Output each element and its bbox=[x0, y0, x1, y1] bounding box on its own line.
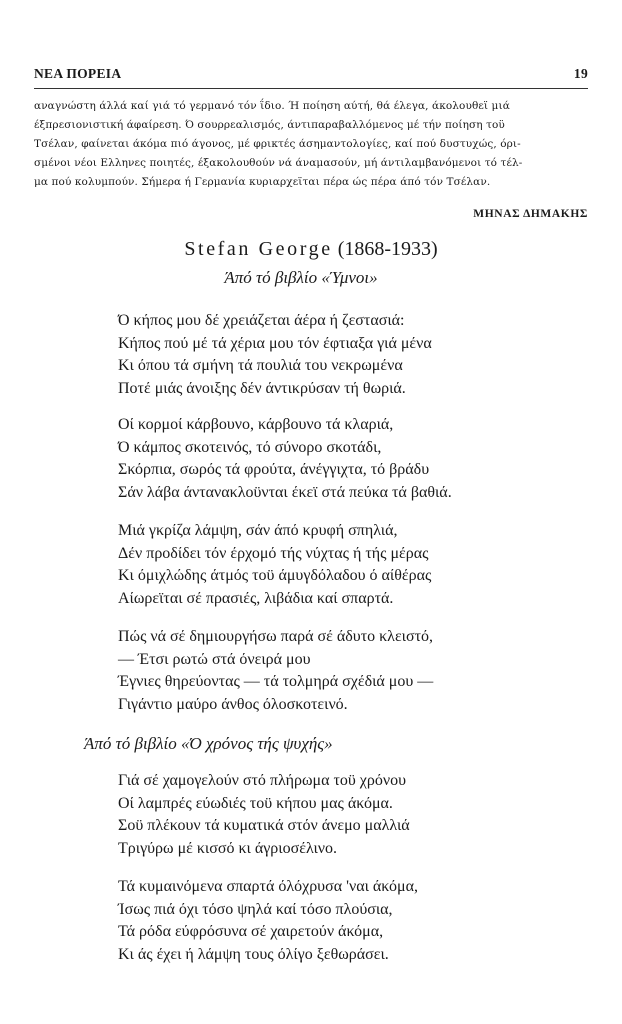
prose-line: μα πού κολυμπούν. Σήμερα ή Γερμανία κυριαρχεϊται πέρα ώς πέρα άπό τόν Τσέλαν. bbox=[34, 176, 491, 188]
verse-line: Ό κήπος μου δέ χρειάζεται άέρα ή ζεστασιά: bbox=[118, 312, 405, 329]
book-subtitle: Άπό τό βιβλίο «Ύμνοι» bbox=[224, 268, 378, 287]
verse-line: Σκόρπια, σωρός τά φρούτα, άνέγγιχτα, τό βράδυ bbox=[118, 461, 430, 478]
stanza-3 bbox=[118, 520, 518, 610]
author-signature: ΜΗΝΑΣ ΔΗΜΑΚΗΣ bbox=[473, 208, 588, 220]
verse-line: Αίωρεϊται σέ πρασιές, λιβάδια καί σπαρτά. bbox=[118, 589, 394, 607]
verse-line: Ό κάμπος σκοτεινός, τό σύνορο σκοτάδι, bbox=[118, 438, 382, 456]
verse-line: Σοϋ πλέκουν τά κυματικά στόν άνεμο μαλλιά bbox=[118, 817, 410, 834]
essay-conclusion bbox=[34, 97, 588, 192]
prose-line: Τσέλαν, φαίνεται άκόμα πιό άγονος, μέ φρικτές άσημαντολογίες, καί πού δυστυχώς, όρι- bbox=[34, 138, 521, 150]
poem-section-title bbox=[0, 238, 622, 261]
verse-line: Γιά σέ χαμογελούν στό πλήρωμα τοϋ χρόνου bbox=[118, 772, 407, 789]
page-number: 19 bbox=[573, 66, 588, 81]
prose-line: σμένοι νέοι Ελληνες ποιητές, έξακολουθούν νά άναμασούν, μή άντιλαμβανόμενοι τό τέλ- bbox=[34, 157, 523, 169]
verse-line: Οί λαμπρές εύωδιές τοϋ κήπου μας άκόμα. bbox=[118, 794, 393, 812]
verse-line: Ίσως πιά όχι τόσο ψηλά καί τόσο πλούσια, bbox=[118, 900, 393, 918]
poet-name: Stefan George bbox=[184, 238, 333, 260]
prose-line: αναγνώστη άλλά καί γιά τό γερμανό τόν ΐδιο. Ή ποίηση αύτή, θά έλεγα, άκολουθεϊ μιά bbox=[34, 100, 510, 112]
book-subtitle-2: Άπό τό βιβλίο «Ό χρόνος τής ψυχής» bbox=[84, 734, 333, 753]
verse-line: Ποτέ μιάς άνοιξης δέν άντικρύσαν τή θωριά. bbox=[118, 379, 406, 397]
verse-line: Έγνιες θηρεύοντας — τά τολμηρά σχέδιά μου — bbox=[118, 673, 434, 690]
journal-title: ΝΕΑ ΠΟΡΕΙΑ bbox=[34, 66, 122, 81]
prose-line: έξπρεσιονιστική άφαίρεση. Ό σουρρεαλισμός, άντιπαραβαλλόμενος μέ τήν ποίηση τοϋ bbox=[34, 119, 505, 131]
verse-line: Τριγύρω μέ κισσό κι άγριοσέλινο. bbox=[118, 839, 338, 857]
stanza-1 bbox=[118, 310, 518, 400]
verse-line: Γιγάντιο μαύρο άνθος όλοσκοτεινό. bbox=[118, 695, 348, 713]
verse-line: Μιά γκρίζα λάμψη, σάν άπό κρυφή σπηλιά, bbox=[118, 522, 398, 539]
verse-line: Κι άς έχει ή λάμψη τους όλίγο ξεθωράσει. bbox=[118, 945, 389, 963]
verse-line: Τά κυμαινόμενα σπαρτά όλόχρυσα 'ναι άκόμα, bbox=[118, 878, 418, 895]
header-rule bbox=[34, 88, 588, 89]
stanza-2 bbox=[118, 414, 518, 504]
verse-line: Οί κορμοί κάρβουνο, κάρβουνο τά κλαριά, bbox=[118, 416, 394, 433]
verse-line: Τά ρόδα εύφρόσυνα σέ χαιρετούν άκόμα, bbox=[118, 923, 384, 940]
verse-line: Κήπος πού μέ τά χέρια μου τόν έφτιαξα γιά μένα bbox=[118, 334, 432, 352]
stanza-6 bbox=[118, 876, 518, 966]
running-header bbox=[34, 66, 588, 82]
verse-line: — Έτσι ρωτώ στά όνειρά μου bbox=[118, 650, 311, 668]
verse-line: Πώς νά σέ δημιουργήσω παρά σέ άδυτο κλειστό, bbox=[118, 628, 434, 645]
verse-line: Δέν προδίδει τόν έρχομό τής νύχτας ή τής μέρας bbox=[118, 544, 429, 562]
verse-line: Σάν λάβα άντανακλοϋνται έκεϊ στά πεύκα τά βαθιά. bbox=[118, 483, 452, 501]
verse-line: Κι όμιχλώδης άτμός τοϋ άμυγδόλαδου ό αίθέρας bbox=[118, 567, 432, 584]
verse-line: Κι όπου τά σμήνη τά πουλιά του νεκρωμένα bbox=[118, 357, 403, 374]
stanza-5 bbox=[118, 770, 518, 860]
stanza-4 bbox=[118, 626, 518, 716]
poet-dates: (1868-1933) bbox=[337, 238, 438, 260]
